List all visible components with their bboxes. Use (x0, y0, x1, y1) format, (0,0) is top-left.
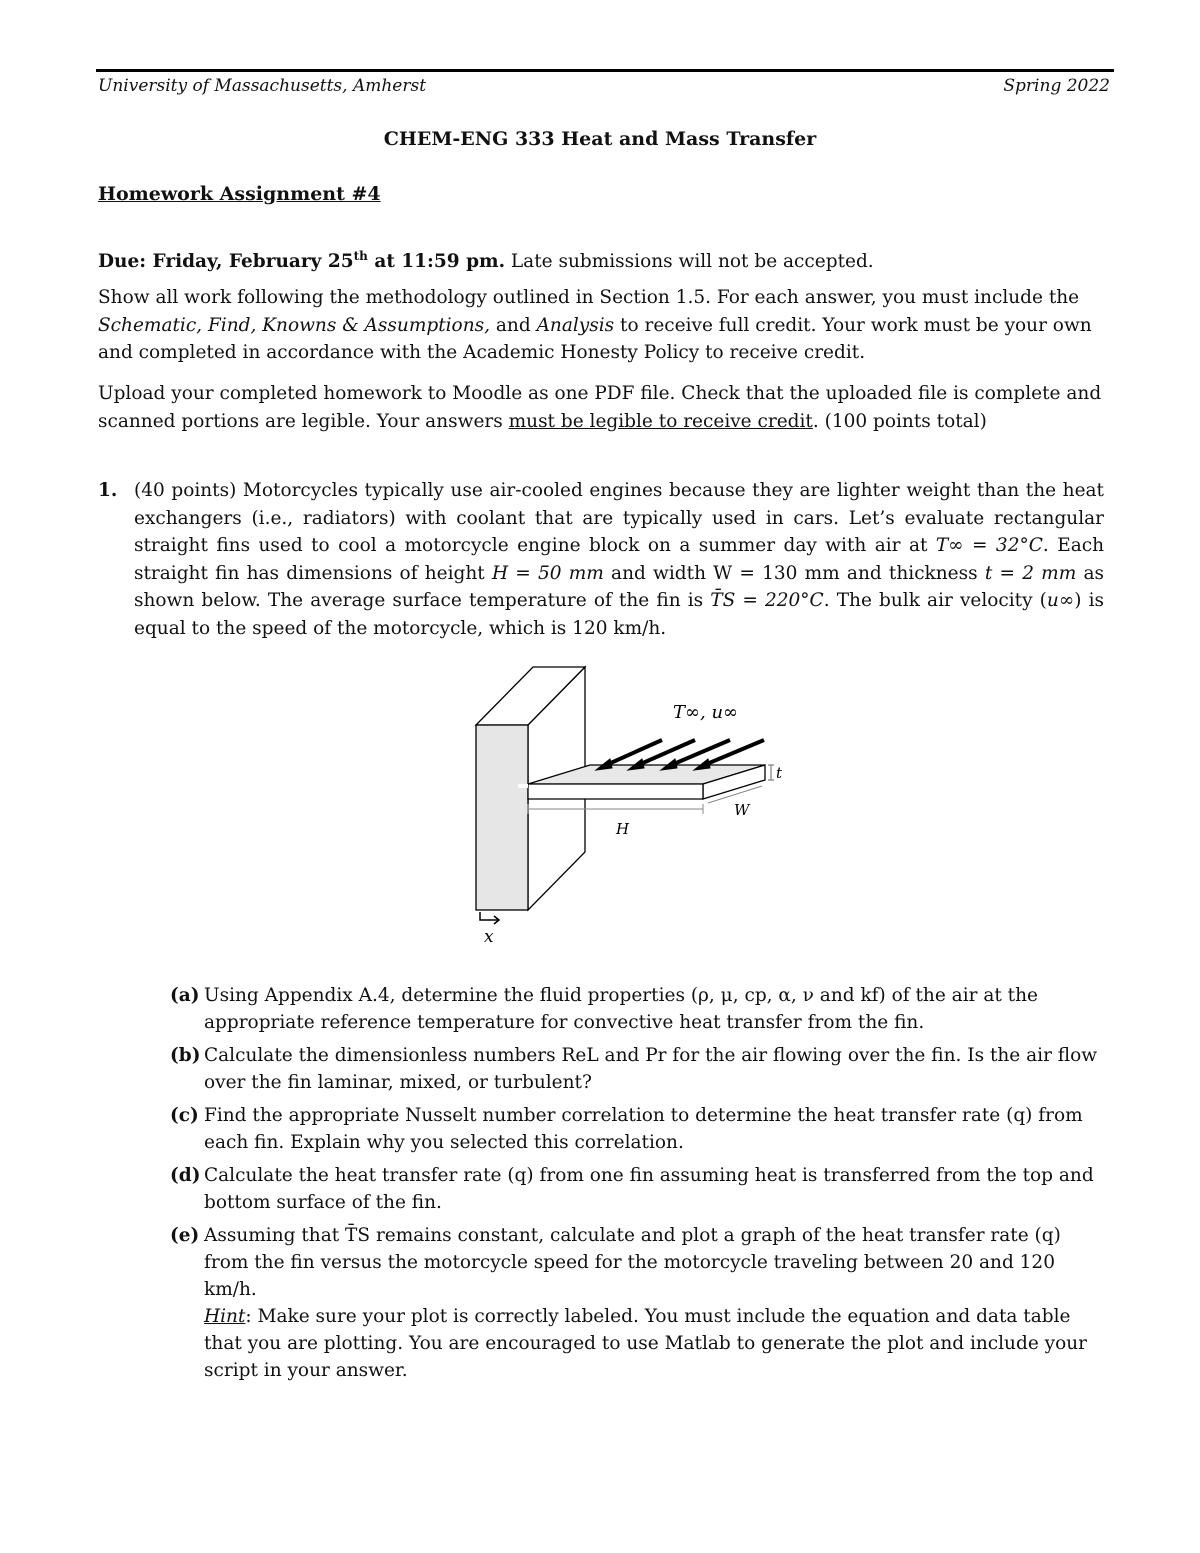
due-time: at 11:59 pm. (367, 251, 506, 273)
part-label: (d) (170, 1165, 201, 1186)
height-label: H (616, 820, 630, 838)
institution-header: University of Massachusetts, Amherst (98, 76, 427, 96)
q1-text-e: . The bulk air velocity ( (823, 590, 1047, 611)
x-label: x (484, 927, 494, 947)
q1-ts: T̄S = 220°C (710, 590, 824, 611)
hint-label: Hint (204, 1306, 246, 1327)
hint-text: : Make sure your plot is correctly labeled. You must include the equation and data table that you are plotting. You are encouraged to use Matlab to generate the plot and include your script in your answer. (204, 1306, 1087, 1381)
part-text: Calculate the dimensionless numbers ReL and Pr for the air flowing over the fin. Is the air flow over the fin laminar, mixed, or turbulent? (204, 1045, 1098, 1093)
question-1-body (134, 477, 1104, 642)
width-label: W (734, 801, 750, 819)
p1-italic: Schematic, Find, Knowns & Assumptions, (98, 314, 490, 336)
flow-label: T∞, u∞ (673, 702, 739, 723)
p1-text-c: to receive full credit. Your work must be your own and completed in accordance with the Academic Honesty Policy to receive credit. (98, 314, 1092, 363)
p1-italic-2: Analysis (536, 314, 615, 336)
assignment-title: Homework Assignment #4 (98, 183, 381, 205)
part-c (170, 1102, 1110, 1156)
q1-t-inf: T∞ = 32°C (935, 535, 1043, 556)
due-note: Late submissions will not be accepted. (505, 251, 874, 273)
course-title: CHEM-ENG 333 Heat and Mass Transfer (383, 128, 817, 150)
p1-text-b: and (490, 314, 537, 336)
question-number: 1. (98, 480, 118, 501)
q1-u-inf: u∞ (1046, 590, 1075, 611)
p2-text-b: . (100 points total) (812, 410, 987, 432)
part-e (170, 1222, 1110, 1384)
q1-h-dim: H = 50 mm (491, 562, 604, 584)
part-text: Using Appendix A.4, determine the fluid properties (ρ, μ, cp, α, ν and kf) of the air at the appropriate reference temperature for convective heat transfer from the fin. (204, 985, 1038, 1033)
due-line (98, 243, 1108, 276)
part-label: (c) (170, 1105, 199, 1126)
p2-text-a: Upload your completed homework to Moodle as one PDF file. Check that the uploaded file is complete and scanned portions are legible. Your answers (98, 383, 1102, 432)
part-label: (a) (170, 985, 200, 1006)
fin-schematic (470, 662, 790, 952)
part-label: (b) (170, 1045, 201, 1066)
q1-text-b: . Each straight fin has dimensions of height (134, 535, 1104, 584)
question-parts (170, 982, 1110, 1390)
instructions-paragraph-2 (98, 380, 1108, 435)
due-sup: th (353, 249, 368, 263)
instructions-paragraph-1 (98, 284, 1108, 367)
part-b (170, 1042, 1110, 1096)
part-text: Calculate the heat transfer rate (q) from one fin assuming heat is transferred from the top and bottom surface of the fin. (204, 1165, 1094, 1213)
part-label: (e) (170, 1225, 200, 1246)
fin-front (528, 784, 703, 799)
p2-underline: must be legible to receive credit (508, 410, 813, 432)
due-label: Due: Friday, February 25 (98, 251, 354, 273)
part-d (170, 1162, 1110, 1216)
q1-text-d: as shown below. The average surface temperature of the fin is (134, 562, 1104, 611)
header-rule (96, 69, 1114, 72)
q1-t-dim: t = 2 mm (984, 562, 1077, 584)
term-header: Spring 2022 (1003, 76, 1110, 96)
part-text: Find the appropriate Nusselt number correlation to determine the heat transfer rate (q) from each fin. Explain why you selected this correlation. (204, 1105, 1083, 1153)
x-axis-arrow (480, 912, 499, 924)
q1-text-f: ) is equal to the speed of the motorcycle, which is 120 km/h. (134, 590, 1104, 639)
q1-text-c: and width W = 130 mm and thickness (603, 562, 985, 584)
part-text: Assuming that T̄S remains constant, calculate and plot a graph of the heat transfer rate (q) from the fin versus the motorcycle speed for the motorcycle traveling between 20 and 120 km/h. (204, 1225, 1061, 1300)
block-front (476, 725, 528, 910)
q1-text-a: (40 points) Motorcycles typically use air-cooled engines because they are lighter weight than the heat exchangers (i.e., radiators) with coolant that are typically used in cars. Let’s evaluate rectangular straight fins used to cool a motorcycle engine block on a summer day with air at (134, 480, 1104, 556)
p1-text-a: Show all work following the methodology outlined in Section 1.5. For each answer, you must include the (98, 287, 1080, 308)
thickness-label: t (776, 764, 783, 782)
thickness-marker (768, 765, 774, 780)
part-a (170, 982, 1110, 1036)
